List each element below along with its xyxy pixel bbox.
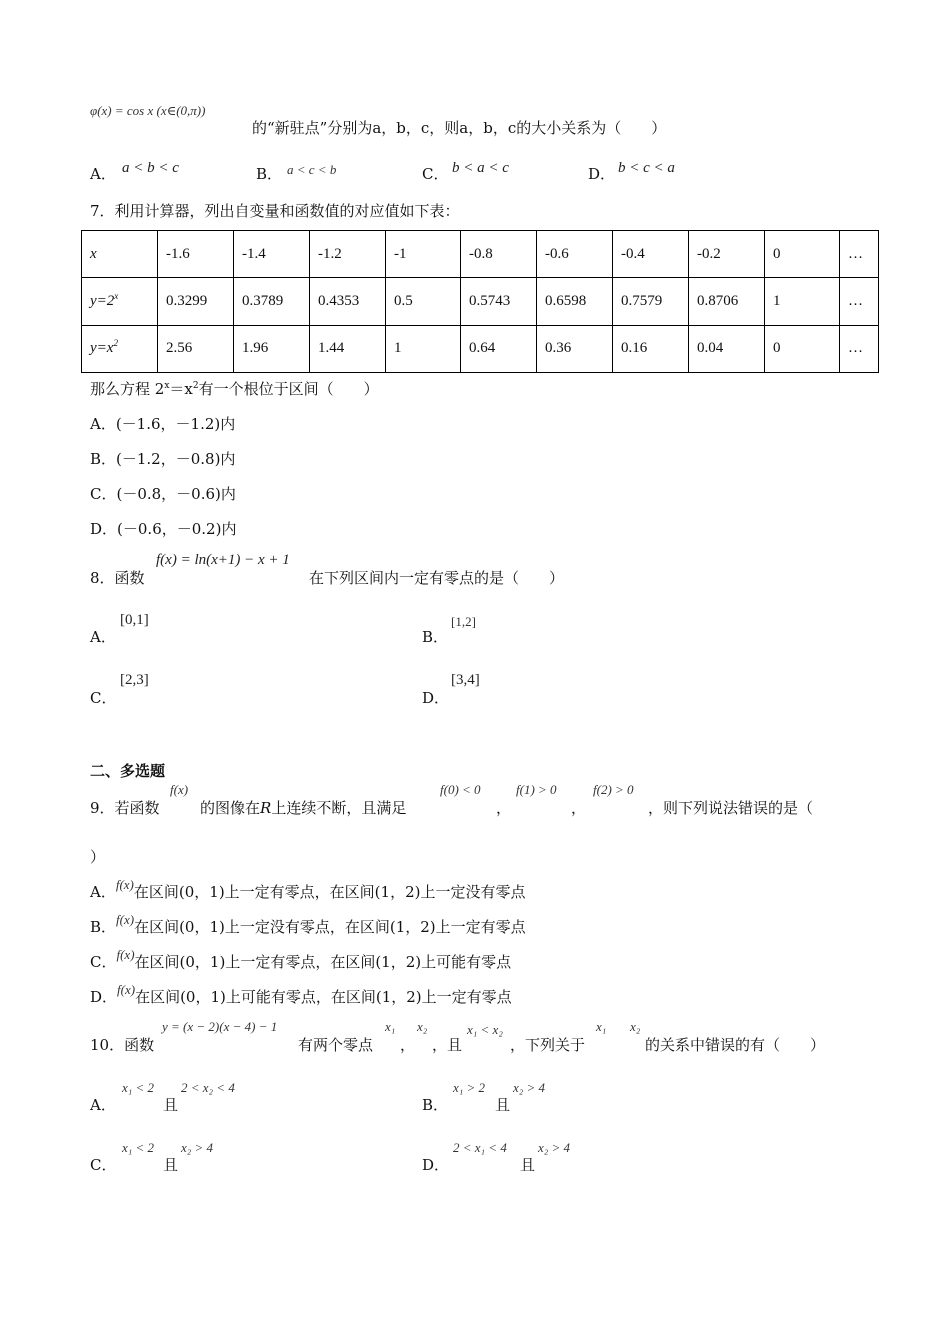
- q10-option-b-e2: x₂ > 4: [513, 1080, 546, 1095]
- q10-option-c-and: 且: [163, 1156, 179, 1174]
- q6-option-a[interactable]: [90, 163, 116, 184]
- table-cell: 0.5743: [461, 278, 537, 325]
- q7-option-b[interactable]: B．(－1.2，－0.8)内: [90, 450, 236, 468]
- q9-fx: f(x): [170, 782, 189, 797]
- q9-comma-2: ，: [571, 799, 587, 817]
- q10-option-d-e2: x₂ > 4: [538, 1140, 571, 1155]
- q7-option-d[interactable]: D．(－0.6，－0.2)内: [90, 520, 237, 538]
- table-row: [82, 325, 879, 372]
- table-cell: 0.04: [689, 325, 765, 372]
- table-cell: -1.2: [310, 231, 386, 278]
- q9-cond-2: f(1) > 0: [516, 782, 557, 797]
- q9-prefix: 9．若函数: [90, 799, 160, 817]
- q10-x1b: x₁: [596, 1019, 607, 1034]
- q6-text: 的“新驻点”分别为a，b，c，则a，b，c的大小关系为（ ）: [252, 119, 667, 137]
- q6-option-d[interactable]: [588, 163, 615, 184]
- option-letter: C．: [422, 165, 449, 183]
- q10-qie: ，且: [432, 1036, 463, 1054]
- q8-prefix: 8．函数: [90, 569, 145, 587]
- q9-close: ）: [90, 848, 106, 866]
- q6-option-b[interactable]: [256, 163, 282, 184]
- q10-mid2: ，下列关于: [510, 1036, 586, 1054]
- table-cell: -1.4: [234, 231, 310, 278]
- q7-stem: 7．利用计算器，列出自变量和函数值的对应值如下表：: [90, 202, 460, 220]
- q10-x1: x₁: [385, 1019, 396, 1034]
- table-cell: 1: [765, 278, 840, 325]
- q8-option-d-expr: [3,4]: [451, 672, 480, 688]
- table-cell: 0: [765, 231, 840, 278]
- table-cell: 2.56: [158, 325, 234, 372]
- table-cell: 0.16: [613, 325, 689, 372]
- q8-option-a[interactable]: A．: [90, 628, 116, 646]
- row-label: $y=x^2$: [82, 325, 158, 372]
- table-cell: …: [840, 325, 879, 372]
- value-table: [81, 230, 879, 373]
- table-cell: -0.8: [461, 231, 537, 278]
- q10-suffix: 的关系中错误的有（ ）: [645, 1036, 826, 1054]
- row-label: x: [82, 231, 158, 278]
- q8-suffix: 在下列区间内一定有零点的是（ ）: [309, 569, 565, 587]
- q10-option-a-e1: x₁ < 2: [122, 1080, 155, 1095]
- section-title: 二、多选题: [90, 762, 166, 780]
- q10-option-b[interactable]: B．: [422, 1096, 449, 1114]
- q8-option-c[interactable]: C．: [90, 689, 117, 707]
- table-cell: 0.5: [386, 278, 461, 325]
- q9-comma-1: ，: [496, 799, 512, 817]
- q6-option-b-expr: a < c < b: [287, 162, 337, 177]
- q10-option-d-e1: 2 < x₁ < 4: [453, 1140, 507, 1155]
- q10-option-c[interactable]: C．: [90, 1156, 117, 1174]
- q9-mid1: 的图像在R上连续不断，且满足: [200, 799, 407, 817]
- table-cell: 0.36: [537, 325, 613, 372]
- q9-cond-3: f(2) > 0: [593, 782, 634, 797]
- q8-option-d[interactable]: D．: [422, 689, 450, 707]
- q10-option-a[interactable]: A．: [90, 1096, 116, 1114]
- q7-option-a[interactable]: A．(－1.6，－1.2)内: [90, 415, 236, 433]
- q9-cond-1: f(0) < 0: [440, 782, 481, 797]
- q6-option-d-expr: b < c < a: [618, 160, 675, 176]
- table-cell: 1.44: [310, 325, 386, 372]
- q9-option-c[interactable]: C．f(x)在区间(0，1)上一定有零点，在区间(1，2)上可能有零点: [90, 947, 512, 971]
- table-cell: 0.64: [461, 325, 537, 372]
- q10-relation: x₁ < x₂: [467, 1022, 503, 1037]
- q6-formula: φ(x) = cos x (x∈(0,π)): [90, 103, 206, 118]
- q10-prefix: 10．函数: [90, 1036, 155, 1054]
- q10-x2b: x₂: [630, 1019, 641, 1034]
- q10-option-b-and: 且: [495, 1096, 511, 1114]
- table-cell: 0.8706: [689, 278, 765, 325]
- q8-option-b-expr: [1,2]: [451, 614, 476, 629]
- table-cell: -0.4: [613, 231, 689, 278]
- table-cell: 0.4353: [310, 278, 386, 325]
- q10-option-d[interactable]: D．: [422, 1156, 450, 1174]
- q9-option-b[interactable]: B．f(x)在区间(0，1)上一定没有零点，在区间(1，2)上一定有零点: [90, 912, 526, 936]
- q8-option-b[interactable]: B．: [422, 628, 449, 646]
- option-letter: D．: [588, 165, 616, 183]
- q10-option-c-e2: x₂ > 4: [181, 1140, 214, 1155]
- table-cell: 1.96: [234, 325, 310, 372]
- table-row: [82, 231, 879, 278]
- q7-option-c[interactable]: C．(－0.8，－0.6)内: [90, 485, 236, 503]
- option-letter: A．: [90, 165, 116, 183]
- table-cell: 0.3299: [158, 278, 234, 325]
- table-cell: …: [840, 231, 879, 278]
- q10-option-c-e1: x₁ < 2: [122, 1140, 155, 1155]
- q9-option-d[interactable]: D．f(x)在区间(0，1)上可能有零点，在区间(1，2)上一定有零点: [90, 982, 512, 1006]
- q10-option-d-and: 且: [520, 1156, 536, 1174]
- q10-x2: x₂: [417, 1019, 428, 1034]
- q10-option-a-e2: 2 < x₂ < 4: [181, 1080, 235, 1095]
- q8-option-a-expr: [0,1]: [120, 612, 149, 628]
- option-letter: B．: [256, 165, 283, 183]
- table-cell: 1: [386, 325, 461, 372]
- table-cell: 0.7579: [613, 278, 689, 325]
- table-cell: -0.2: [689, 231, 765, 278]
- table-cell: …: [840, 278, 879, 325]
- q10-comma: ，: [400, 1036, 416, 1054]
- q8-formula: f(x) = ln(x+1) − x + 1: [156, 552, 290, 568]
- table-cell: -0.6: [537, 231, 613, 278]
- table-cell: 0.3789: [234, 278, 310, 325]
- q6-option-a-expr: a < b < c: [122, 160, 179, 176]
- q9-option-a[interactable]: A．f(x)在区间(0，1)上一定有零点，在区间(1，2)上一定没有零点: [90, 877, 526, 901]
- q10-mid1: 有两个零点: [298, 1036, 374, 1054]
- q6-option-c-expr: b < a < c: [452, 160, 509, 176]
- q10-option-a-and: 且: [163, 1096, 179, 1114]
- q6-option-c[interactable]: [422, 163, 448, 184]
- q9-suffix: ，则下列说法错误的是（: [648, 799, 814, 817]
- table-cell: 0.6598: [537, 278, 613, 325]
- table-cell: -1.6: [158, 231, 234, 278]
- q10-option-b-e1: x₁ > 2: [453, 1080, 486, 1095]
- table-row: [82, 278, 879, 325]
- row-label: $y=2^x$: [82, 278, 158, 325]
- q7-question: 那么方程 $2^x=x^2$有一个根位于区间（ ）: [90, 380, 379, 398]
- q8-option-c-expr: [2,3]: [120, 672, 149, 688]
- q10-formula: y = (x − 2)(x − 4) − 1: [162, 1019, 278, 1034]
- table-cell: 0: [765, 325, 840, 372]
- table-cell: -1: [386, 231, 461, 278]
